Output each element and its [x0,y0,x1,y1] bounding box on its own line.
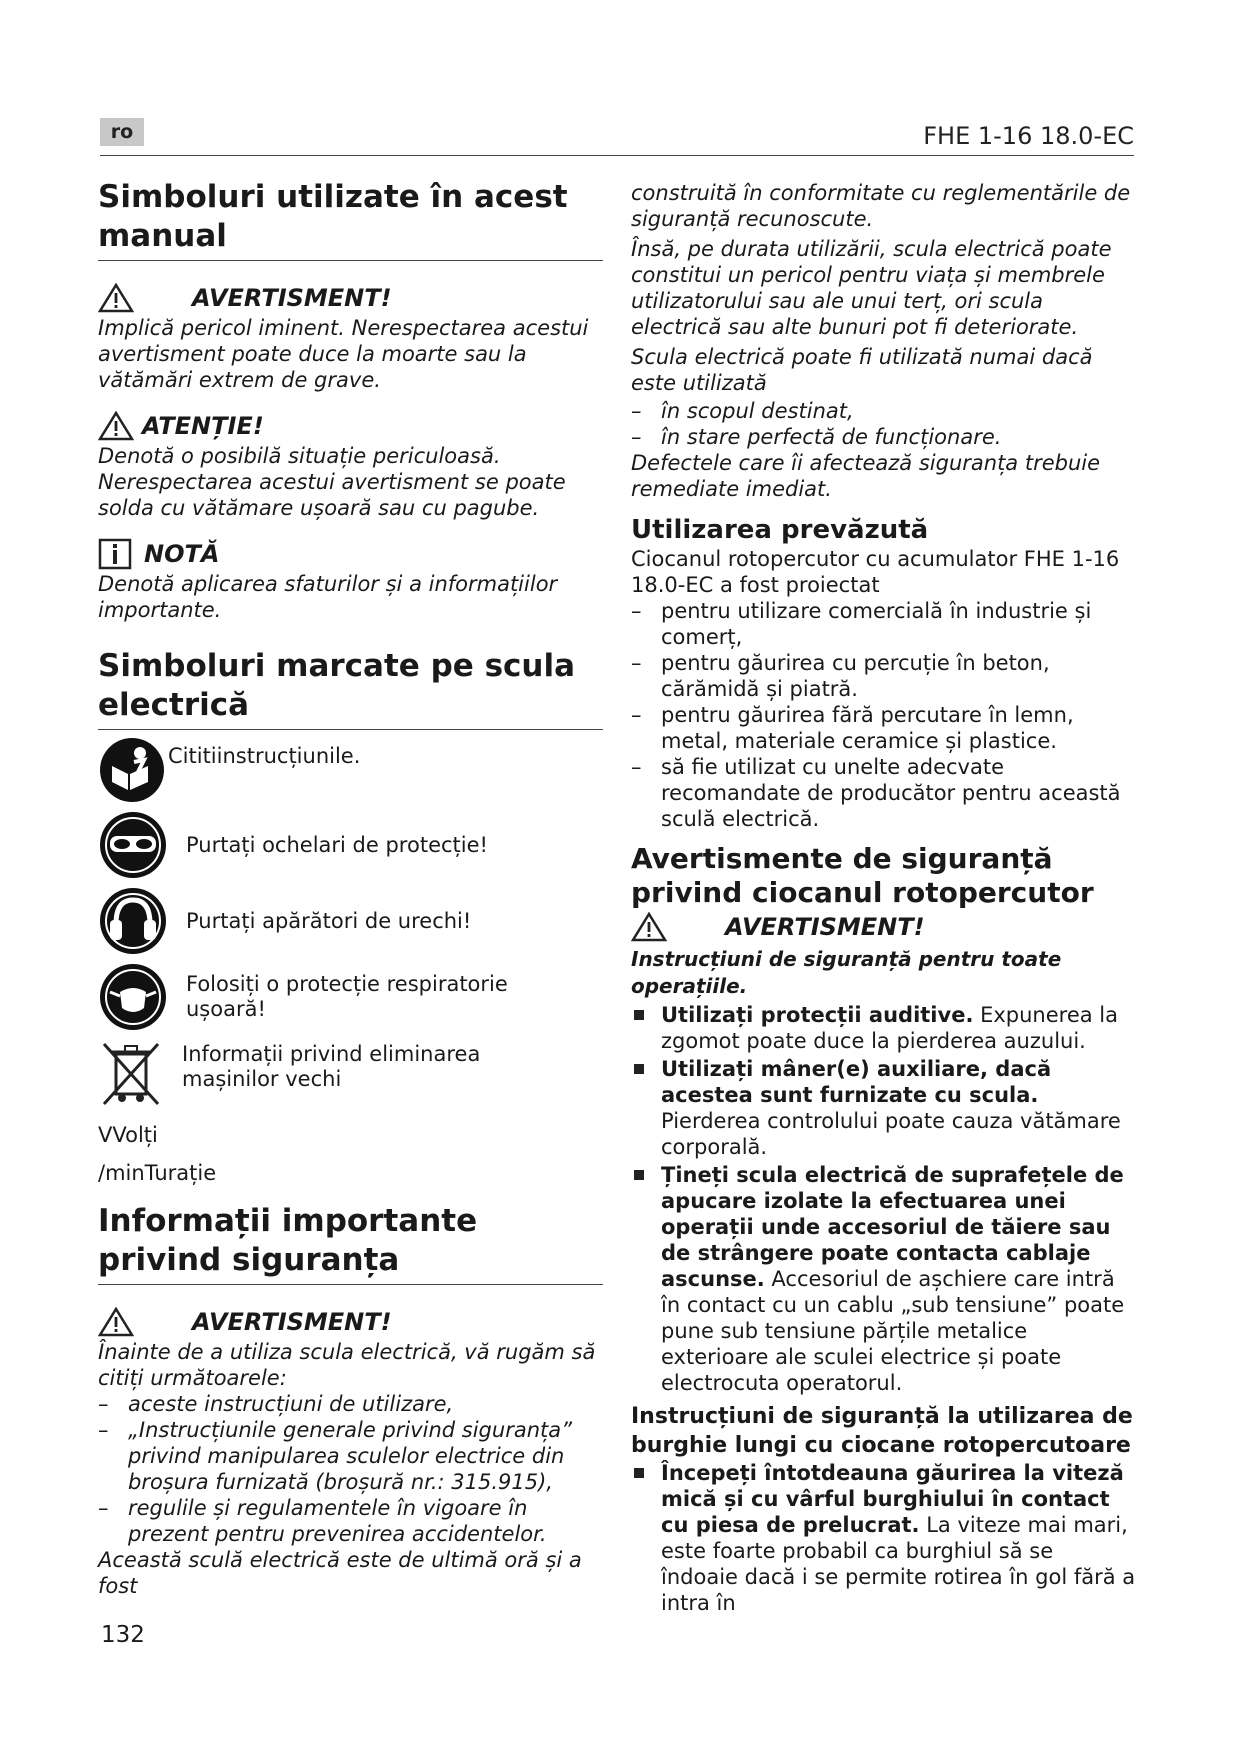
condition-list [631,398,1136,450]
long-bits-bullets [631,1460,1136,1616]
ear-protection-icon [98,886,168,956]
symbol-eye-protection [98,810,603,880]
symbols-manual-title: Simboluri utilizate în acest manual [98,178,603,261]
safety-bullets [631,1002,1136,1396]
list-item: – să fie utilizat cu unelte adecvate recomandate de producător pentru această sculă electrică. [631,754,1136,832]
safety-info-title: Informații importante privind siguranța [98,1202,603,1285]
defects-text: Defectele care îi afectează siguranța trebuie remediate imediat. [631,451,1101,501]
warning-label: AVERTISMENT! [725,913,925,941]
unit-volts: VVolți [98,1123,158,1147]
danger-text: Însă, pe durata utilizării, scula electrică poate constitui un pericol pentru viața și membrele utilizatorului sau ale unui terț, ori scula electrică sau alte bunuri pot fi deteriorate. [631,237,1112,339]
symbol-label: Informații privind eliminarea mașinilor vechi [182,1042,481,1091]
info-icon [98,538,132,570]
warning-text: Implică pericol iminent. Nerespectarea acestui avertisment poate duce la moarte sau la vătămări extrem de grave. [98,316,589,392]
note-label: NOTĂ [144,540,220,568]
warning-heading-3 [631,910,1136,944]
unit-rpm: /minTurație [98,1161,217,1185]
warning-tail: Această sculă electrică este de ultimă oră și a fost [98,1548,582,1598]
warning-label: AVERTISMENT! [192,284,392,312]
symbol-label: Purtați ochelari de protecție! [186,832,488,857]
list-item: – în stare perfectă de funcționare. [631,424,1136,450]
warning-triangle-icon [98,1307,134,1337]
warning-list [98,1391,603,1547]
warning-intro: Înainte de a utiliza scula electrică, vă rugăm să citiți următoarele: [98,1340,596,1390]
list-item: Utilizați mâner(e) auxiliare, dacă acestea sunt furnizate cu scula. Pierderea controlului poate cauza vătămare corporală. [631,1056,1136,1160]
warning-heading-1 [98,281,603,315]
crossed-bin-icon [98,1038,164,1108]
list-item: – pentru utilizare comercială în industrie și comerț, [631,598,1136,650]
tool-symbols-title: Simboluri marcate pe scula electrică [98,647,603,730]
continued-text: construită în conformitate cu reglementările de siguranță recunoscute. [631,181,1131,231]
all-operations-heading: Instrucțiuni de siguranță pentru toate operațiile. [631,947,1062,998]
list-item: – „Instrucțiunile generale privind siguranța” privind manipularea sculelor electrice din broșura furnizată (broșură nr.: 315.915), [98,1417,603,1495]
language-badge: ro [100,118,144,146]
caution-triangle-icon [98,411,134,441]
list-item: – pentru găurirea cu percuție în beton, cărămidă și piatră. [631,650,1136,702]
list-item: Țineți scula electrică de suprafețele de apucare izolate la efectuarea unei operații unde accesoriul de tăiere sau de strângere poate contacta cablaje ascunse. Accesoriul de așchiere care intră în contact cu un cablu „sub tensiune” poate pune sub tensiune părțile metalice exterioare ale sculei electrice și poate electrocuta operatorul. [631,1162,1136,1396]
warning-triangle-icon [98,283,134,313]
note-heading [98,537,603,571]
right-column [631,180,1136,1618]
model-name: FHE 1-16 18.0-EC [923,122,1134,150]
warning-triangle-icon [631,912,667,942]
symbol-respiratory-protection [98,962,603,1032]
intended-use-title: Utilizarea prevăzută [631,515,929,545]
note-text: Denotă aplicarea sfaturilor și a informațiilor importante. [98,572,558,622]
list-item: – regulile și regulamentele în vigoare în prezent pentru prevenirea accidentelor. [98,1495,603,1547]
list-item: Utilizați protecții auditive. Expunerea la zgomot poate duce la pierderea auzului. [631,1002,1136,1054]
hammer-safety-title: Avertismente de siguranță privind ciocanul rotopercutor [631,842,1094,909]
caution-label: ATENȚIE! [142,412,264,440]
safety-goggles-icon [98,810,168,880]
symbol-label: Purtați apărători de urechi! [186,908,472,933]
warning-heading-2 [98,1305,603,1339]
header-rule [100,155,1134,156]
page-number: 132 [101,1622,145,1648]
symbol-read-instructions [98,736,603,804]
intended-use-intro: Ciocanul rotopercutor cu acumulator FHE 1-16 18.0-EC a fost proiectat [631,547,1120,597]
long-bits-title: Instrucțiuni de siguranță la utilizarea de burghie lungi cu ciocane rotopercutoare [631,1404,1133,1458]
list-item: – în scopul destinat, [631,398,1136,424]
list-item: Începeți întotdeauna găurirea la viteză mică și cu vârful burghiului în contact cu piesa de prelucrat. La viteze mai mari, este foarte probabil ca burghiul să se îndoaie dacă i se permite rotirea în gol fără a intra în [631,1460,1136,1616]
warning-label: AVERTISMENT! [192,1308,392,1336]
intended-use-list [631,598,1136,832]
list-item: – pentru găurirea fără percutare în lemn, metal, materiale ceramice și plastice. [631,702,1136,754]
symbol-label: Cititiinstrucțiunile. [168,744,361,768]
symbol-disposal [98,1038,603,1108]
symbol-label: Folosiți o protecție respiratorie ușoară! [186,972,508,1021]
usage-condition: Scula electrică poate fi utilizată numai dacă este utilizată [631,345,1093,395]
caution-heading [98,409,603,443]
respirator-icon [98,962,168,1032]
read-manual-icon [98,736,166,804]
symbol-ear-protection [98,886,603,956]
list-item: – aceste instrucțiuni de utilizare, [98,1391,603,1417]
left-column [98,178,603,1599]
caution-text: Denotă o posibilă situație periculoasă. Nerespectarea acestui avertisment se poate solda cu vătămare ușoară sau cu pagube. [98,444,566,520]
